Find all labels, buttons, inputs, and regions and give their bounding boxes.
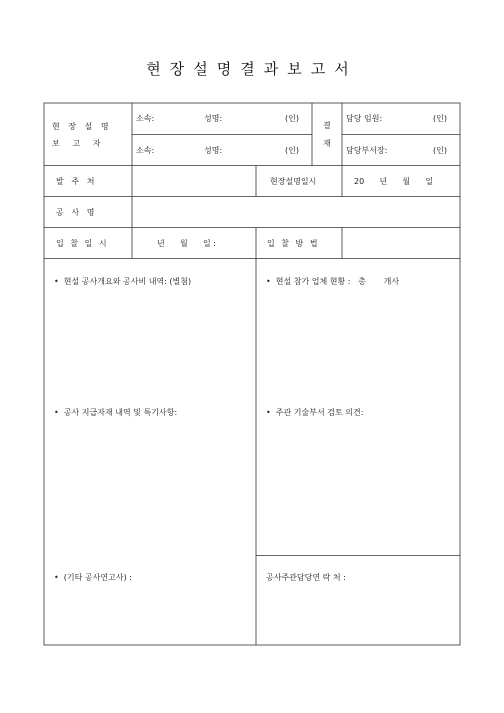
reporter-label-line1: 현 장 설 명 [52, 122, 112, 131]
briefing-datetime-label: 현장설명일시 [270, 177, 317, 186]
approval-officer-seal: (인) [433, 114, 447, 123]
approval-label-line1: 결 [323, 121, 331, 130]
reporter2-name-label: 성명: [204, 146, 223, 155]
reporter1-affiliation-label: 소속: [136, 114, 155, 123]
bid-date-label: 입 찰 일 시 [56, 239, 109, 248]
approval-officer-label: 담당 임원: [346, 114, 383, 123]
reporter2-affiliation-label: 소속: [136, 146, 155, 155]
reporter1-name-label: 성명: [204, 114, 223, 123]
page-title: 현장설명결과보고서 [146, 60, 358, 78]
section-contact: 공사주관담당연 락 처 : [266, 573, 346, 582]
approval-label-line2: 재 [323, 139, 331, 148]
orderer-label: 발 주 처 [56, 177, 95, 186]
section-overview: • 현설 공사개요와 공사비 내역: (별첨) [54, 277, 192, 286]
section-other: • (기타 공사연고사) : [54, 573, 132, 582]
project-name-label: 공 사 명 [56, 208, 95, 217]
section-review: • 주관 기술부서 검토 의견: [266, 408, 364, 417]
reporter-label-line2: 보 고 자 [52, 139, 101, 148]
briefing-datetime-value: 20 년 월 일 [354, 177, 434, 186]
section-materials: • 공사 지급자재 내역 및 특기사항: [54, 408, 178, 417]
reporter1-seal: (인) [285, 114, 299, 123]
approval-head-seal: (인) [433, 146, 447, 155]
bid-method-label: 입 찰 방 법 [267, 239, 320, 248]
bid-date-value: 년 월 일 : [157, 239, 216, 248]
approval-head-label: 담당부서장: [346, 146, 388, 155]
section-participants: • 현설 참가 업체 현황 : 총 개사 [266, 277, 400, 286]
reporter2-seal: (인) [285, 146, 299, 155]
